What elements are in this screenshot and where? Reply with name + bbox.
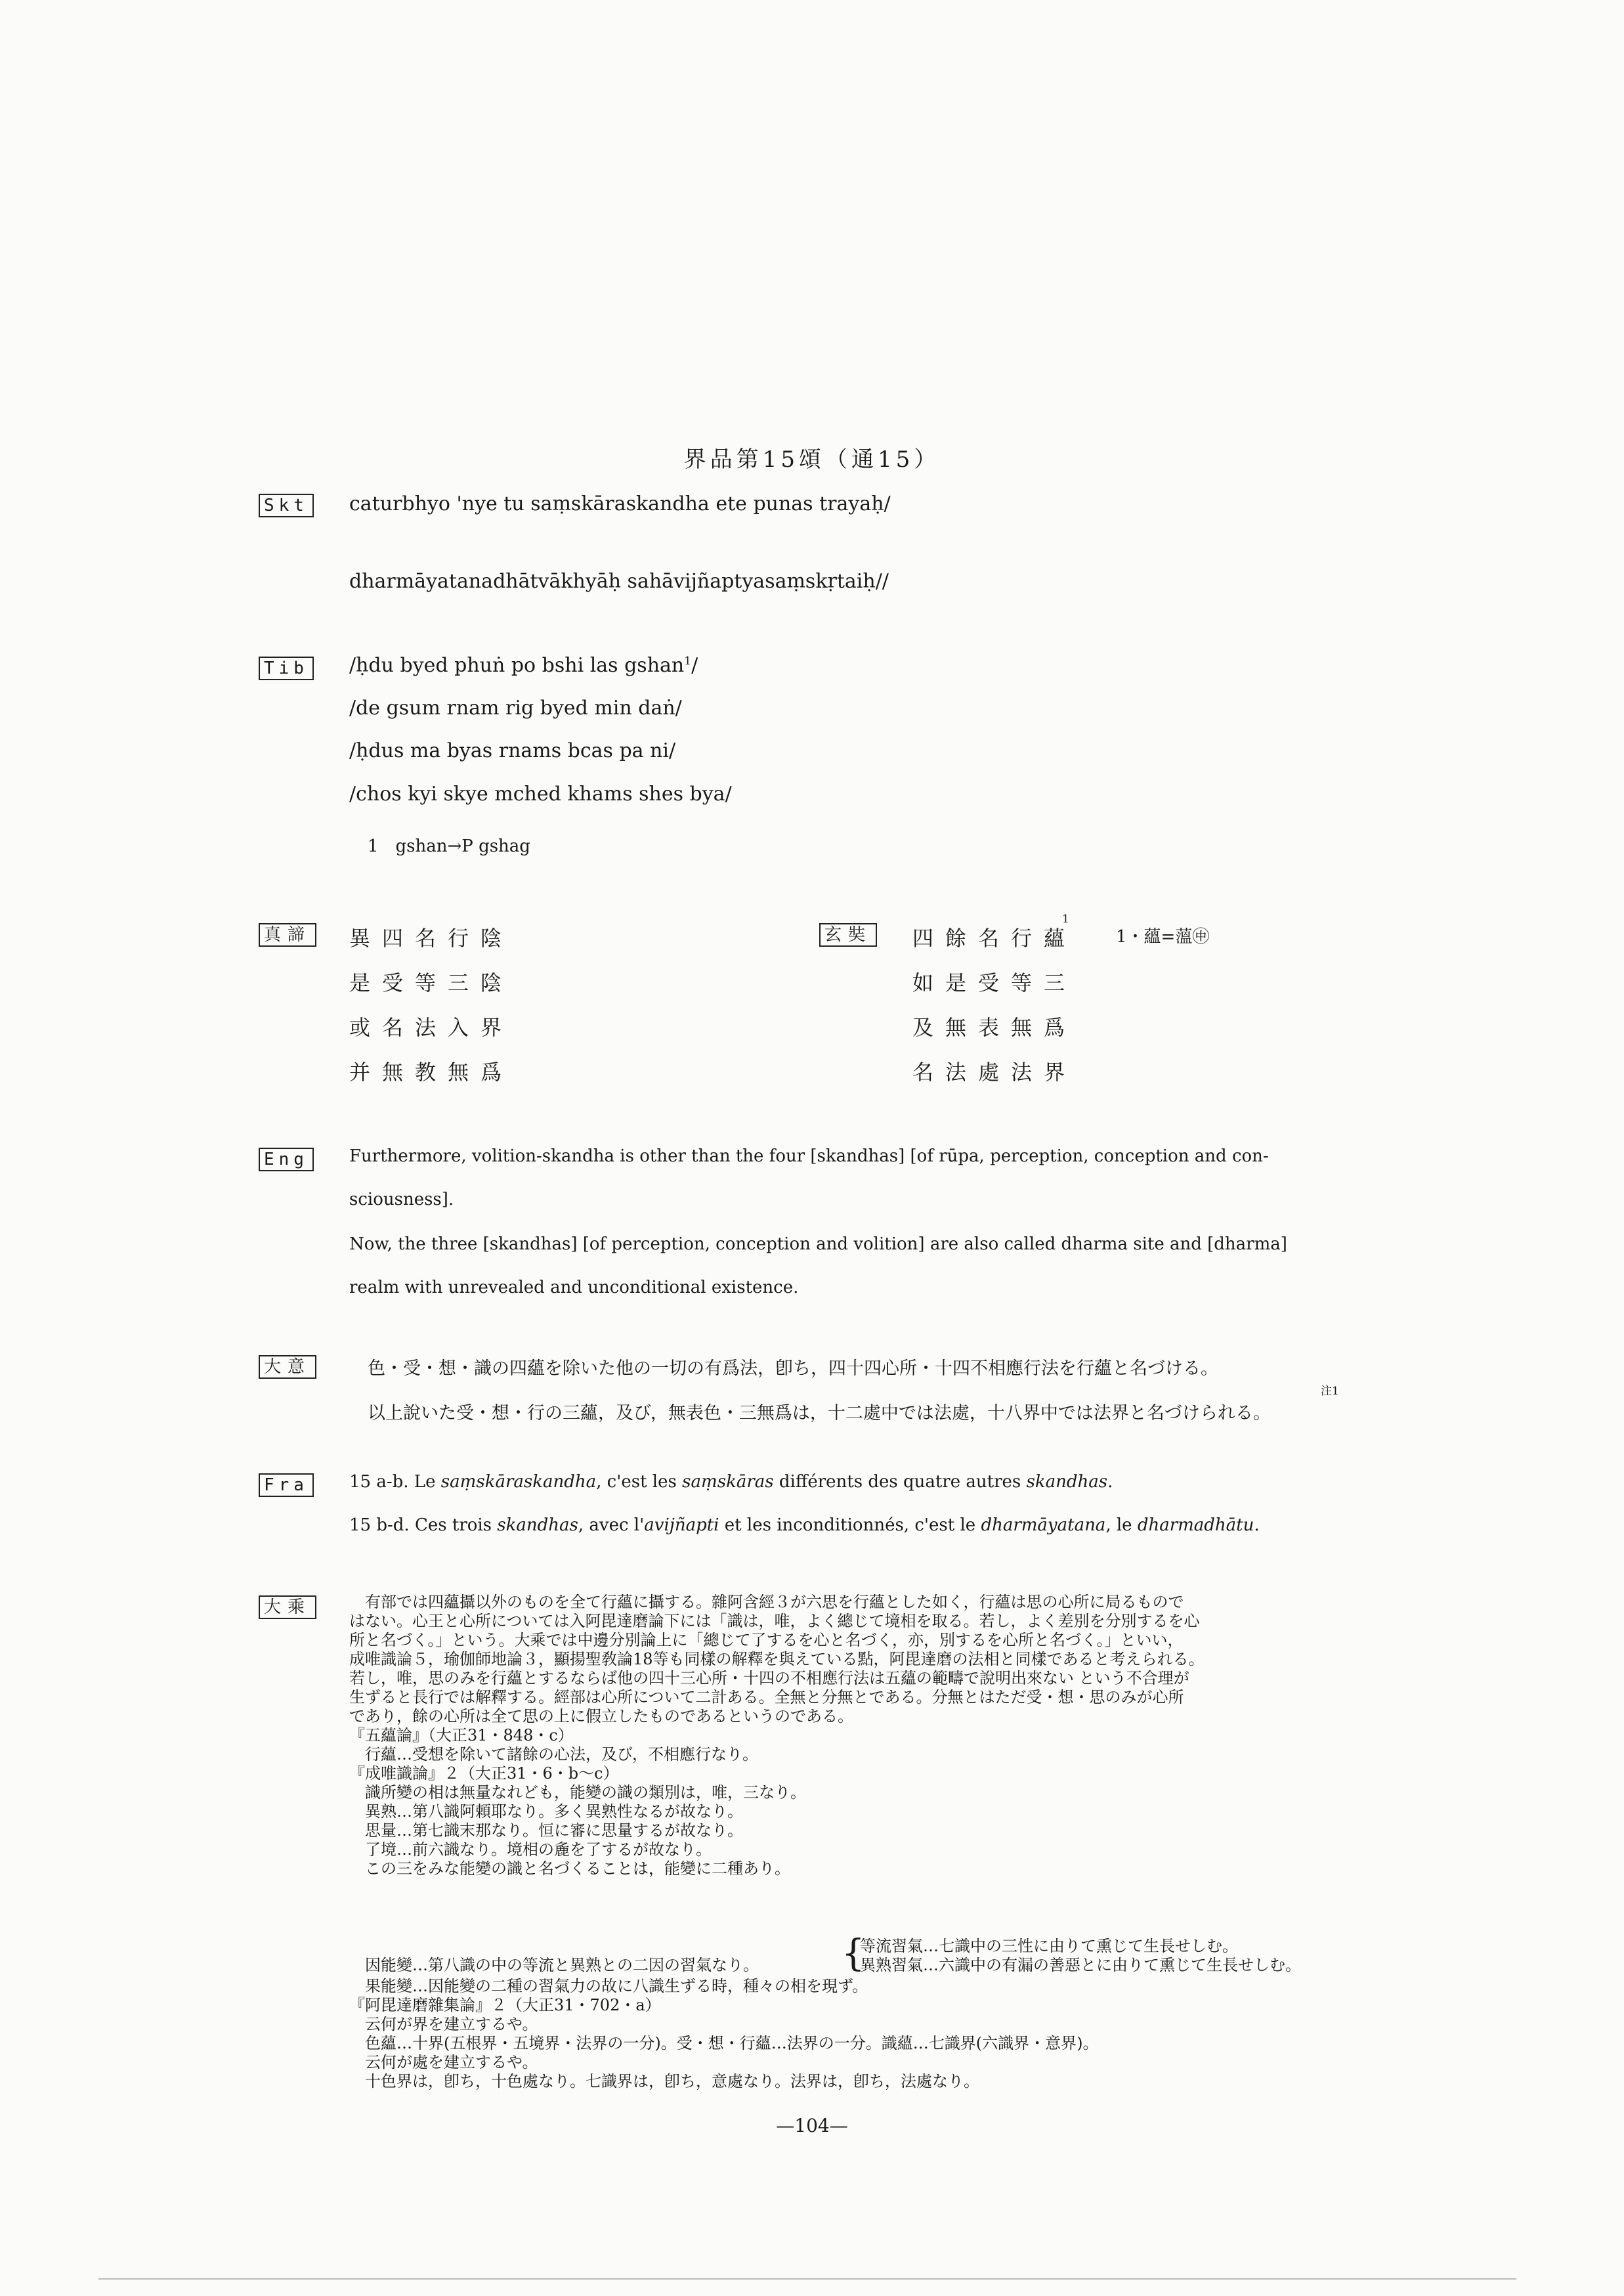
daijo-paragraph (349, 1593, 1205, 1726)
fra-1c: , c'est les (596, 1472, 683, 1492)
shintai-tag: 真諦 (259, 923, 316, 947)
quote-line: 識所變の相は無量なれども，能變の識の類別は，唯，三なり。 (349, 1783, 806, 1802)
page-number: —104— (776, 2115, 848, 2136)
fra-2a: 15 b-d. Ces trois (349, 1515, 498, 1535)
fra-1b: saṃskāraskandha (440, 1472, 597, 1492)
inno-sub-line: 異熟習氣…六識中の有漏の善惡とに由りて熏じて生長せしむ。 (860, 1956, 1301, 1974)
tib-line-3: /ḥdus ma byas rnams bcas pa ni/ (349, 739, 676, 762)
skt-line-1: caturbhyo 'nye tu saṃskāraskandha ete punas trayaḥ/ (349, 492, 891, 515)
eng-line-1: Furthermore, volition-skandha is other than the four [skandhas] [of rūpa, perception, conception and con- (349, 1146, 1269, 1166)
brace: { (842, 1932, 865, 1975)
fra-2h: dharmadhātu (1137, 1515, 1254, 1535)
tib-tag: Tib (259, 657, 314, 680)
genjo-footnote-marker: 1 (1062, 913, 1069, 926)
daijo-para-line: 生ずると長行では解釋する。經部は心所について二計ある。全無と分無とである。分無とはただ受・想・思のみが心所 (349, 1688, 1184, 1706)
tib-line-2: /de gsum rnam rig byed min daṅ/ (349, 697, 682, 720)
fra-2g: , le (1105, 1515, 1138, 1535)
bottom-rule (98, 2278, 1516, 2280)
taii-line-1: 色・受・想・識の四蘊を除いた他の一切の有爲法，卽ち，四十四心所・十四不相應行法を行蘊と名づける。 (368, 1358, 1218, 1379)
skt-tag: Skt (259, 494, 314, 517)
fra-2e: et les inconditionnés, c'est le (719, 1515, 981, 1535)
fra-line-2 (349, 1515, 1260, 1535)
quote-line: 『阿毘達磨雜集論』２（大正31・702・a） (349, 1996, 661, 2014)
quote-line: 思量…第七識末那なり。恒に審に思量するが故なり。 (349, 1821, 743, 1840)
quote-line: 果能變…因能變の二種の習氣力の故に八識生ずる時，種々の相を現ず。 (349, 1977, 868, 1995)
taii-note-marker: 注1 (1321, 1385, 1339, 1398)
quote-line: 了境…前六識なり。境相の麁を了するが故なり。 (349, 1840, 712, 1859)
quote-line: 『成唯識論』２（大正31・6・b～c） (349, 1764, 619, 1783)
fra-2c: , avec l' (578, 1515, 645, 1535)
tib-line-4: /chos kyi skye mched khams shes bya/ (349, 783, 732, 806)
quote-line: 色蘊…十界(五根界・五境界・法界の一分)。受・想・行蘊…法界の一分。識蘊…七識界(六識界・意界)。 (349, 2034, 1099, 2052)
fra-line-1 (349, 1472, 1113, 1492)
quote-line: 云何が界を建立するや。 (349, 2015, 538, 2033)
fra-tag: Fra (259, 1473, 314, 1497)
taii-line-2: 以上說いた受・想・行の三蘊，及び，無表色・三無爲は，十二處中では法處，十八界中では法界と名づけられる。 (368, 1403, 1271, 1423)
inno-line: 因能變…第八識の中の等流と異熟との二因の習氣なり。 (349, 1956, 759, 1974)
genjo-tag: 玄奘 (819, 923, 877, 947)
page-title: 界品第15頌（通15） (683, 446, 941, 473)
genjo-note: 1・蘊=薀㊥ (1116, 927, 1210, 947)
daijo-para-line: 所と名づく。」という。大乘では中邊分別論上に「總じて了するを心と名づく，亦，別するを心所と名づく。」といい， (349, 1631, 1184, 1649)
fra-1a: 15 a-b. Le (349, 1472, 441, 1492)
inno-sub (860, 1937, 1301, 1975)
eng-line-3: Now, the three [skandhas] [of perception, conception and volition] are also called dharma site and [dharma] (349, 1234, 1287, 1254)
genjo-line-3: 及無表無爲 (912, 1015, 1077, 1040)
genjo-line-4: 名法處法界 (912, 1060, 1077, 1085)
fra-2i: . (1254, 1515, 1260, 1535)
tib-line-1-text: /ḥdu byed phuṅ po bshi las gshan (349, 654, 685, 677)
fra-1g: . (1107, 1472, 1113, 1492)
taii-tag: 大意 (259, 1355, 316, 1379)
daijo-para-line: はない。心王と心所については入阿毘達磨論下には「識は，唯，よく總じて境相を取る。若し，よく差別を分別するを心 (349, 1612, 1200, 1630)
eng-line-4: realm with unrevealed and unconditional existence. (349, 1278, 799, 1297)
daijo-quotes (349, 1726, 806, 1878)
quote-line: 異熟…第八識阿頼耶なり。多く異熟性なるが故なり。 (349, 1802, 743, 1821)
quote-line: 『五蘊論』（大正31・848・c） (349, 1726, 574, 1744)
eng-tag: Eng (259, 1148, 314, 1171)
daijo-quotes-2 (349, 1977, 1098, 2091)
shintai-line-3: 或名法入界 (349, 1015, 514, 1040)
quote-line: この三をみな能變の識と名づくることは，能變に二種あり。 (349, 1859, 790, 1878)
tib-footnote-marker: 1 (684, 655, 692, 668)
quote-line: 云何が處を建立するや。 (349, 2053, 538, 2071)
fra-2b: skandhas (497, 1515, 578, 1535)
quote-line: 行蘊…受想を除いて諸餘の心法，及び，不相應行なり。 (349, 1745, 759, 1764)
shintai-line-1: 異四名行陰 (349, 926, 514, 951)
fra-1f: skandhas (1026, 1472, 1108, 1492)
fra-1e: différents des quatre autres (773, 1472, 1027, 1492)
daijo-para-line: 成唯識論５，瑜伽師地論３，顯揚聖敎論18等も同樣の解釋を與えている點，阿毘達磨の法相と同樣であると考えられる。 (349, 1650, 1205, 1668)
genjo-line-2: 如是受等三 (912, 970, 1077, 995)
fra-2d: avijñapti (644, 1515, 719, 1535)
daijo-para-line: 有部では四蘊攝以外のものを全て行蘊に攝する。雜阿含經３が六思を行蘊とした如く，行蘊は思の心所に局るもので (349, 1593, 1184, 1611)
shintai-line-4: 并無教無爲 (349, 1060, 514, 1085)
tib-line-1-tail: / (691, 654, 698, 677)
eng-line-2: sciousness]. (349, 1190, 454, 1209)
daijo-para-line: であり，餘の心所は全て思の上に假立したものであるというのである。 (349, 1707, 853, 1725)
genjo-line-1: 四餘名行蘊 (912, 926, 1077, 951)
daijo-tag: 大乘 (259, 1595, 316, 1619)
daijo-para-line: 若し，唯，思のみを行蘊とするならば他の四十三心所・十四の不相應行法は五蘊の範疇で說明出來ない という不合理が (349, 1669, 1189, 1687)
quote-line: 十色界は，卽ち，十色處なり。七識界は，卽ち，意處なり。法界は，卽ち，法處なり。 (349, 2072, 979, 2090)
inno-sub-line: 等流習氣…七識中の三性に由りて熏じて生長せしむ。 (860, 1937, 1238, 1955)
shintai-line-2: 是受等三陰 (349, 970, 514, 995)
fra-1d: saṃskāras (682, 1472, 774, 1492)
skt-line-2: dharmāyatanadhātvākhyāḥ sahāvijñaptyasaṃskṛtaiḥ// (349, 570, 889, 593)
fra-2f: dharmāyatana (981, 1515, 1106, 1535)
tib-note: 1 gshan→P gshag (368, 836, 530, 856)
tib-line-1 (349, 654, 698, 677)
